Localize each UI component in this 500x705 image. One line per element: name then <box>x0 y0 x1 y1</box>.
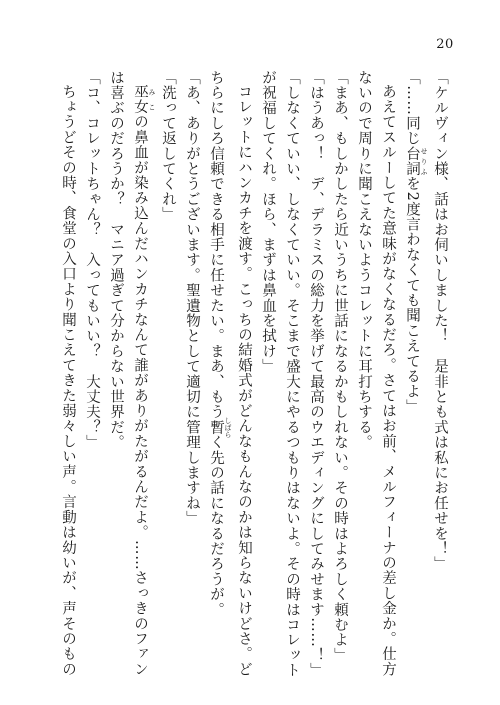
text-line: 「あ、ありがとうございます。聖遺物として適切に管理しますね」 <box>184 70 200 526</box>
ruby-reading: せりふ <box>420 146 428 177</box>
text-line: ないので周りに聞こえないようコレットに耳打ちする。 <box>356 70 372 450</box>
body-text <box>56 70 452 678</box>
text-line: 「洗って返してくれ」 <box>160 70 176 222</box>
text-segment: ちらにしろ信頼できる相手に任せたい。まあ、もう <box>208 70 224 420</box>
text-line: 「ケルヴィン様、話はお伺いしました！ 是非とも式は私にお任せを！」 <box>432 70 448 572</box>
text-line: コレットにハンカチを渡す。こっちの結婚式がどんなもんなのかは知らないけどさ。ど <box>236 84 252 677</box>
text-line <box>204 70 232 675</box>
ruby-base: 台詞 <box>404 146 420 177</box>
ruby-word <box>132 84 156 115</box>
text-line: は喜ぶのだろうか？ マニア過ぎて分からない世界だ。 <box>108 70 124 450</box>
text-line <box>400 70 428 675</box>
text-segment: を2度言わなくても聞こえてるよ」 <box>404 176 420 415</box>
ruby-base: 巫女 <box>132 84 148 115</box>
text-line <box>128 70 156 675</box>
text-line: 「はうあっ！ デ、デラミスの総力を挙げて最高のウエディングにしてみせます……！」 <box>308 70 324 678</box>
ruby-word <box>208 416 232 438</box>
page-number: 20 <box>436 37 454 52</box>
ruby-word <box>404 146 428 177</box>
text-line: が祝福してくれ。ほら、まずは鼻血を拭け」 <box>260 70 276 374</box>
text-line: 「まあ、もしかしたら近いうちに世話になるかもしれない。その時はよろしく頼むよ」 <box>332 70 348 663</box>
text-segment: く先の話になるだろうが。 <box>208 434 224 618</box>
text-segment: 「……同じ <box>404 70 420 146</box>
text-line: 「しなくていい、しなくていい。そこまで盛大にやるつもりはないよ。その時はコレット <box>284 70 300 678</box>
text-segment: の鼻血が染み込んだハンカチなんて誰がありがたがるんだよ。……さっきのファン <box>132 114 148 677</box>
ruby-base: 暫 <box>208 416 224 438</box>
ruby-reading: みこ <box>148 84 156 115</box>
ruby-reading: しばら <box>224 416 232 438</box>
text-line: 「コ、コレットちゃん？ 入ってもいい？ 大丈夫？」 <box>84 70 100 450</box>
text-line: あえてスルーしてた意味がなくなるだろ。さてはお前、メルフィーナの差し金か。仕方 <box>380 84 396 677</box>
text-line: ちょうどその時、食堂の入口より聞こえてきた弱々しい声。言動は幼いが、声そのもの <box>60 84 76 677</box>
